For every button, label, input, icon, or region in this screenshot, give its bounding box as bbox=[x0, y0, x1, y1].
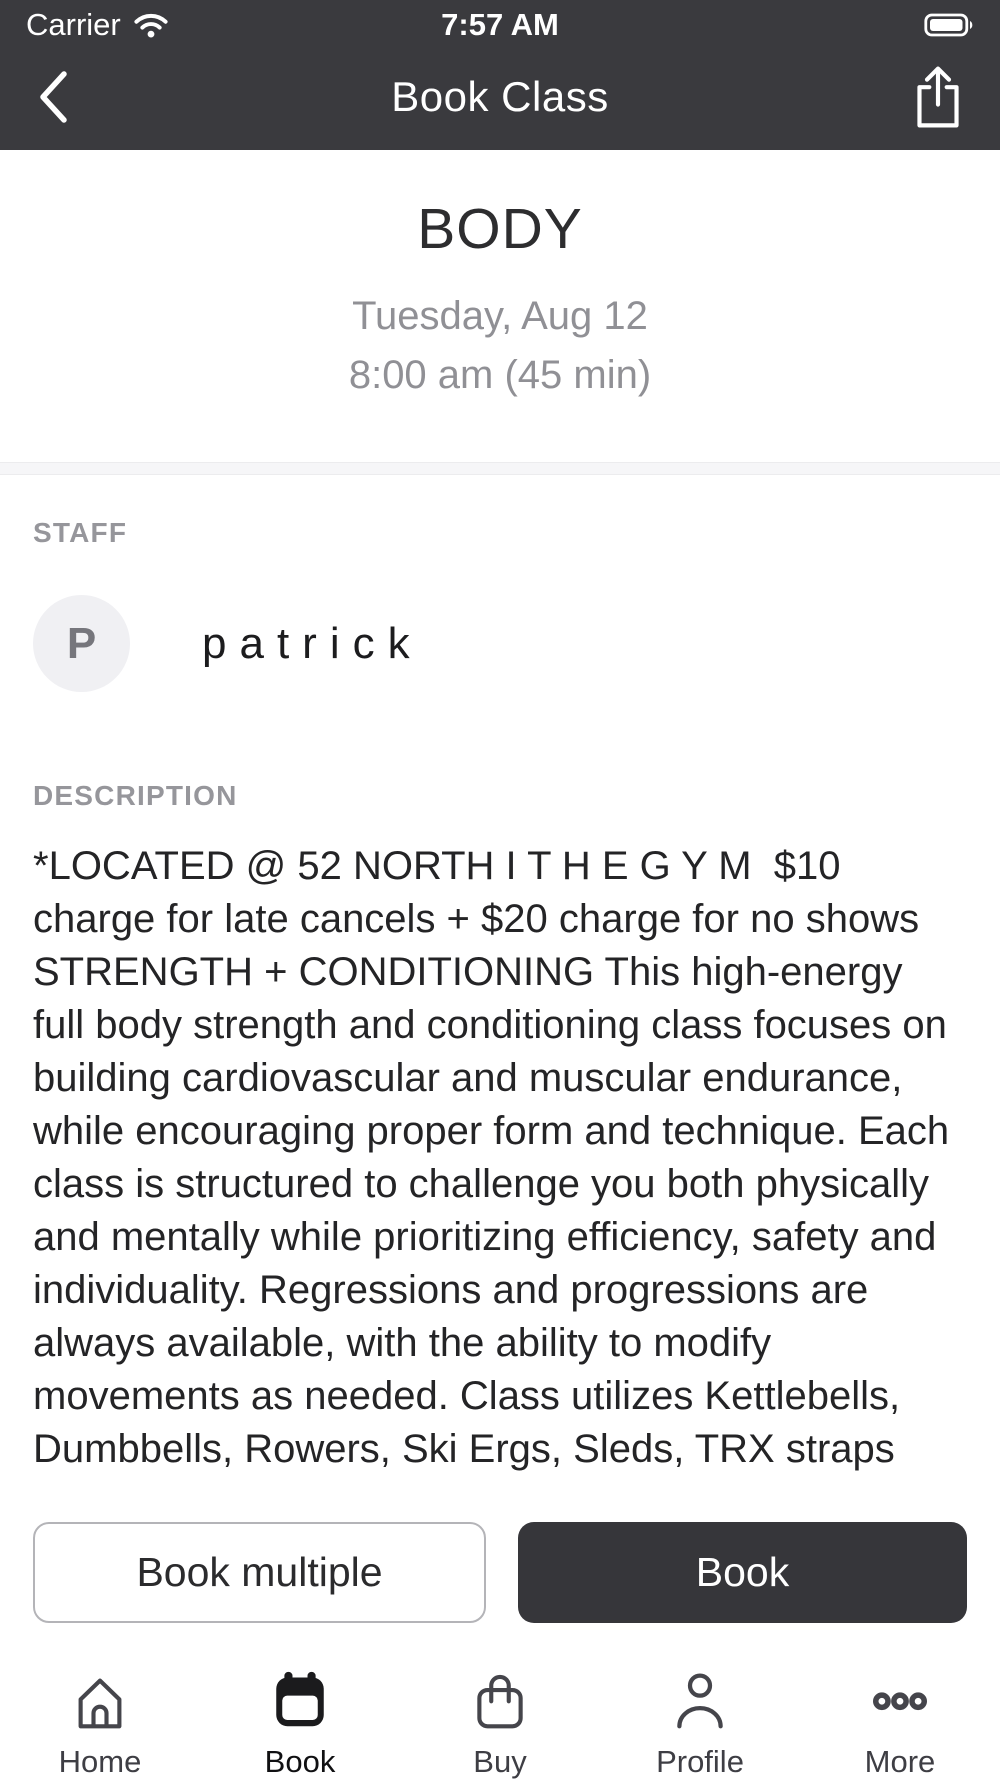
calendar-icon bbox=[269, 1668, 331, 1732]
tab-buy-label: Buy bbox=[473, 1744, 527, 1779]
action-buttons bbox=[0, 1522, 1000, 1623]
ellipsis-icon bbox=[869, 1668, 931, 1732]
shopping-bag-icon bbox=[469, 1668, 531, 1732]
class-detail-content bbox=[0, 196, 1000, 1623]
status-time: 7:57 AM bbox=[441, 7, 559, 42]
home-icon bbox=[69, 1668, 131, 1732]
book-multiple-button[interactable]: Book multiple bbox=[33, 1522, 486, 1623]
tab-buy[interactable] bbox=[400, 1654, 600, 1780]
wifi-icon bbox=[133, 11, 169, 39]
tab-bar bbox=[0, 1654, 1000, 1778]
section-divider bbox=[0, 462, 1000, 475]
class-date: Tuesday, Aug 12 bbox=[352, 294, 648, 338]
details-section bbox=[0, 517, 1000, 1476]
staff-name: patrick bbox=[202, 618, 423, 668]
nav-bar bbox=[0, 44, 1000, 150]
class-time: 8:00 am (45 min) bbox=[348, 353, 652, 397]
class-name: BODY bbox=[417, 197, 583, 261]
battery-icon bbox=[924, 13, 974, 37]
app-header bbox=[0, 0, 1000, 150]
staff-avatar: P bbox=[33, 595, 130, 692]
description-text: *LOCATED @ 52 NORTH I T H E G Y M $10 charge for late cancels + $20 charge for no shows STRENGTH + CONDITIONING This high-energy full body strength and conditioning class focuses on building cardiovascular and muscular endurance, while encouraging proper form and technique. Each class is structured to challenge you both physically and mentally while prioritizing efficiency, safety and individuality. Regressions and progressions are always available, with the ability to modify movements as needed. Class utilizes Kettlebells, Dumbbells, Rowers, Ski Ergs, Sleds, TRX straps bbox=[33, 844, 961, 1471]
carrier-label: Carrier bbox=[26, 7, 121, 42]
tab-book[interactable] bbox=[200, 1654, 400, 1780]
book-button[interactable]: Book bbox=[518, 1522, 967, 1623]
staff-heading: STAFF bbox=[33, 517, 128, 548]
staff-row[interactable] bbox=[33, 595, 960, 692]
tab-more[interactable] bbox=[800, 1654, 1000, 1780]
description-heading: DESCRIPTION bbox=[33, 780, 238, 811]
share-button[interactable] bbox=[880, 64, 1000, 130]
tab-home[interactable] bbox=[0, 1654, 200, 1780]
tab-more-label: More bbox=[864, 1744, 936, 1779]
person-icon bbox=[669, 1668, 731, 1732]
tab-profile[interactable] bbox=[600, 1654, 800, 1780]
back-button[interactable] bbox=[0, 69, 120, 125]
share-icon bbox=[910, 64, 966, 130]
status-right bbox=[559, 13, 974, 37]
page-title: Book Class bbox=[391, 73, 609, 120]
tab-profile-label: Profile bbox=[656, 1744, 744, 1779]
status-bar bbox=[0, 0, 1000, 44]
status-left bbox=[26, 7, 441, 43]
tab-book-label: Book bbox=[264, 1744, 336, 1779]
chevron-left-icon bbox=[36, 69, 70, 125]
tab-home-label: Home bbox=[58, 1744, 142, 1779]
